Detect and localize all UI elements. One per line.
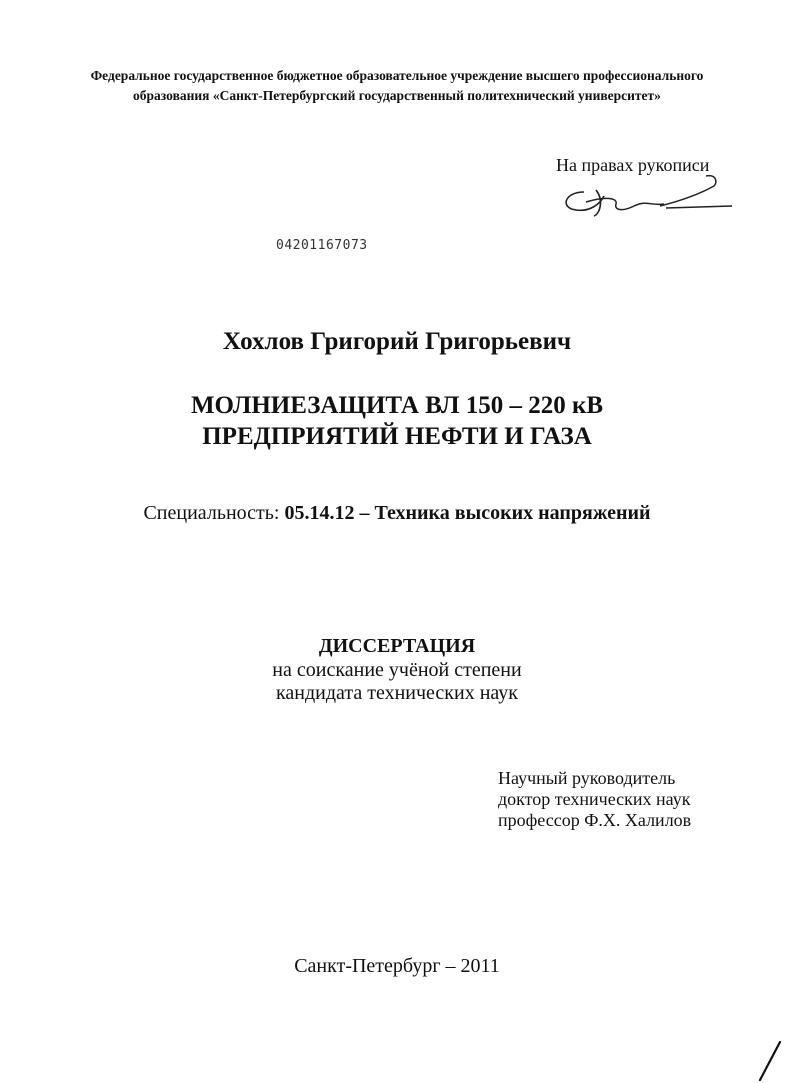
specialty-value: 05.14.12 – Техника высоких напряжений [284,502,651,524]
institution-line-2: образования «Санкт-Петербургский государственный политехнический университет» [133,88,661,103]
degree-line-1: на соискание учёной степени [272,659,522,681]
title-line-2: ПРЕДПРИЯТИЙ НЕФТИ И ГАЗА [202,423,592,450]
catalog-number: 04201167073 [276,238,368,253]
supervisor-line-3: профессор Ф.Х. Халилов [498,810,692,830]
signature-icon [556,166,736,222]
institution-header [0,66,794,106]
title-line-1: МОЛНИЕЗАЩИТА ВЛ 150 – 220 кВ [190,392,604,419]
degree-block [0,659,794,705]
author-name: Хохлов Григорий Григорьевич [222,328,572,355]
manuscript-note: На правах рукописи [556,155,710,175]
dissertation-title [0,390,794,452]
specialty [0,502,794,525]
document-type: ДИССЕРТАЦИЯ [318,635,476,657]
city-year: Санкт-Петербург – 2011 [294,955,500,977]
supervisor-line-1: Научный руководитель [498,768,676,788]
supervisor-block [498,768,691,831]
institution-line-1: Федеральное государственное бюджетное образовательное учреждение высшего профессионального [90,68,704,83]
pen-stroke-icon [754,1040,784,1083]
specialty-label: Специальность: [143,502,280,524]
supervisor-line-2: доктор технических наук [498,789,691,809]
degree-line-2: кандидата технических наук [275,682,519,704]
